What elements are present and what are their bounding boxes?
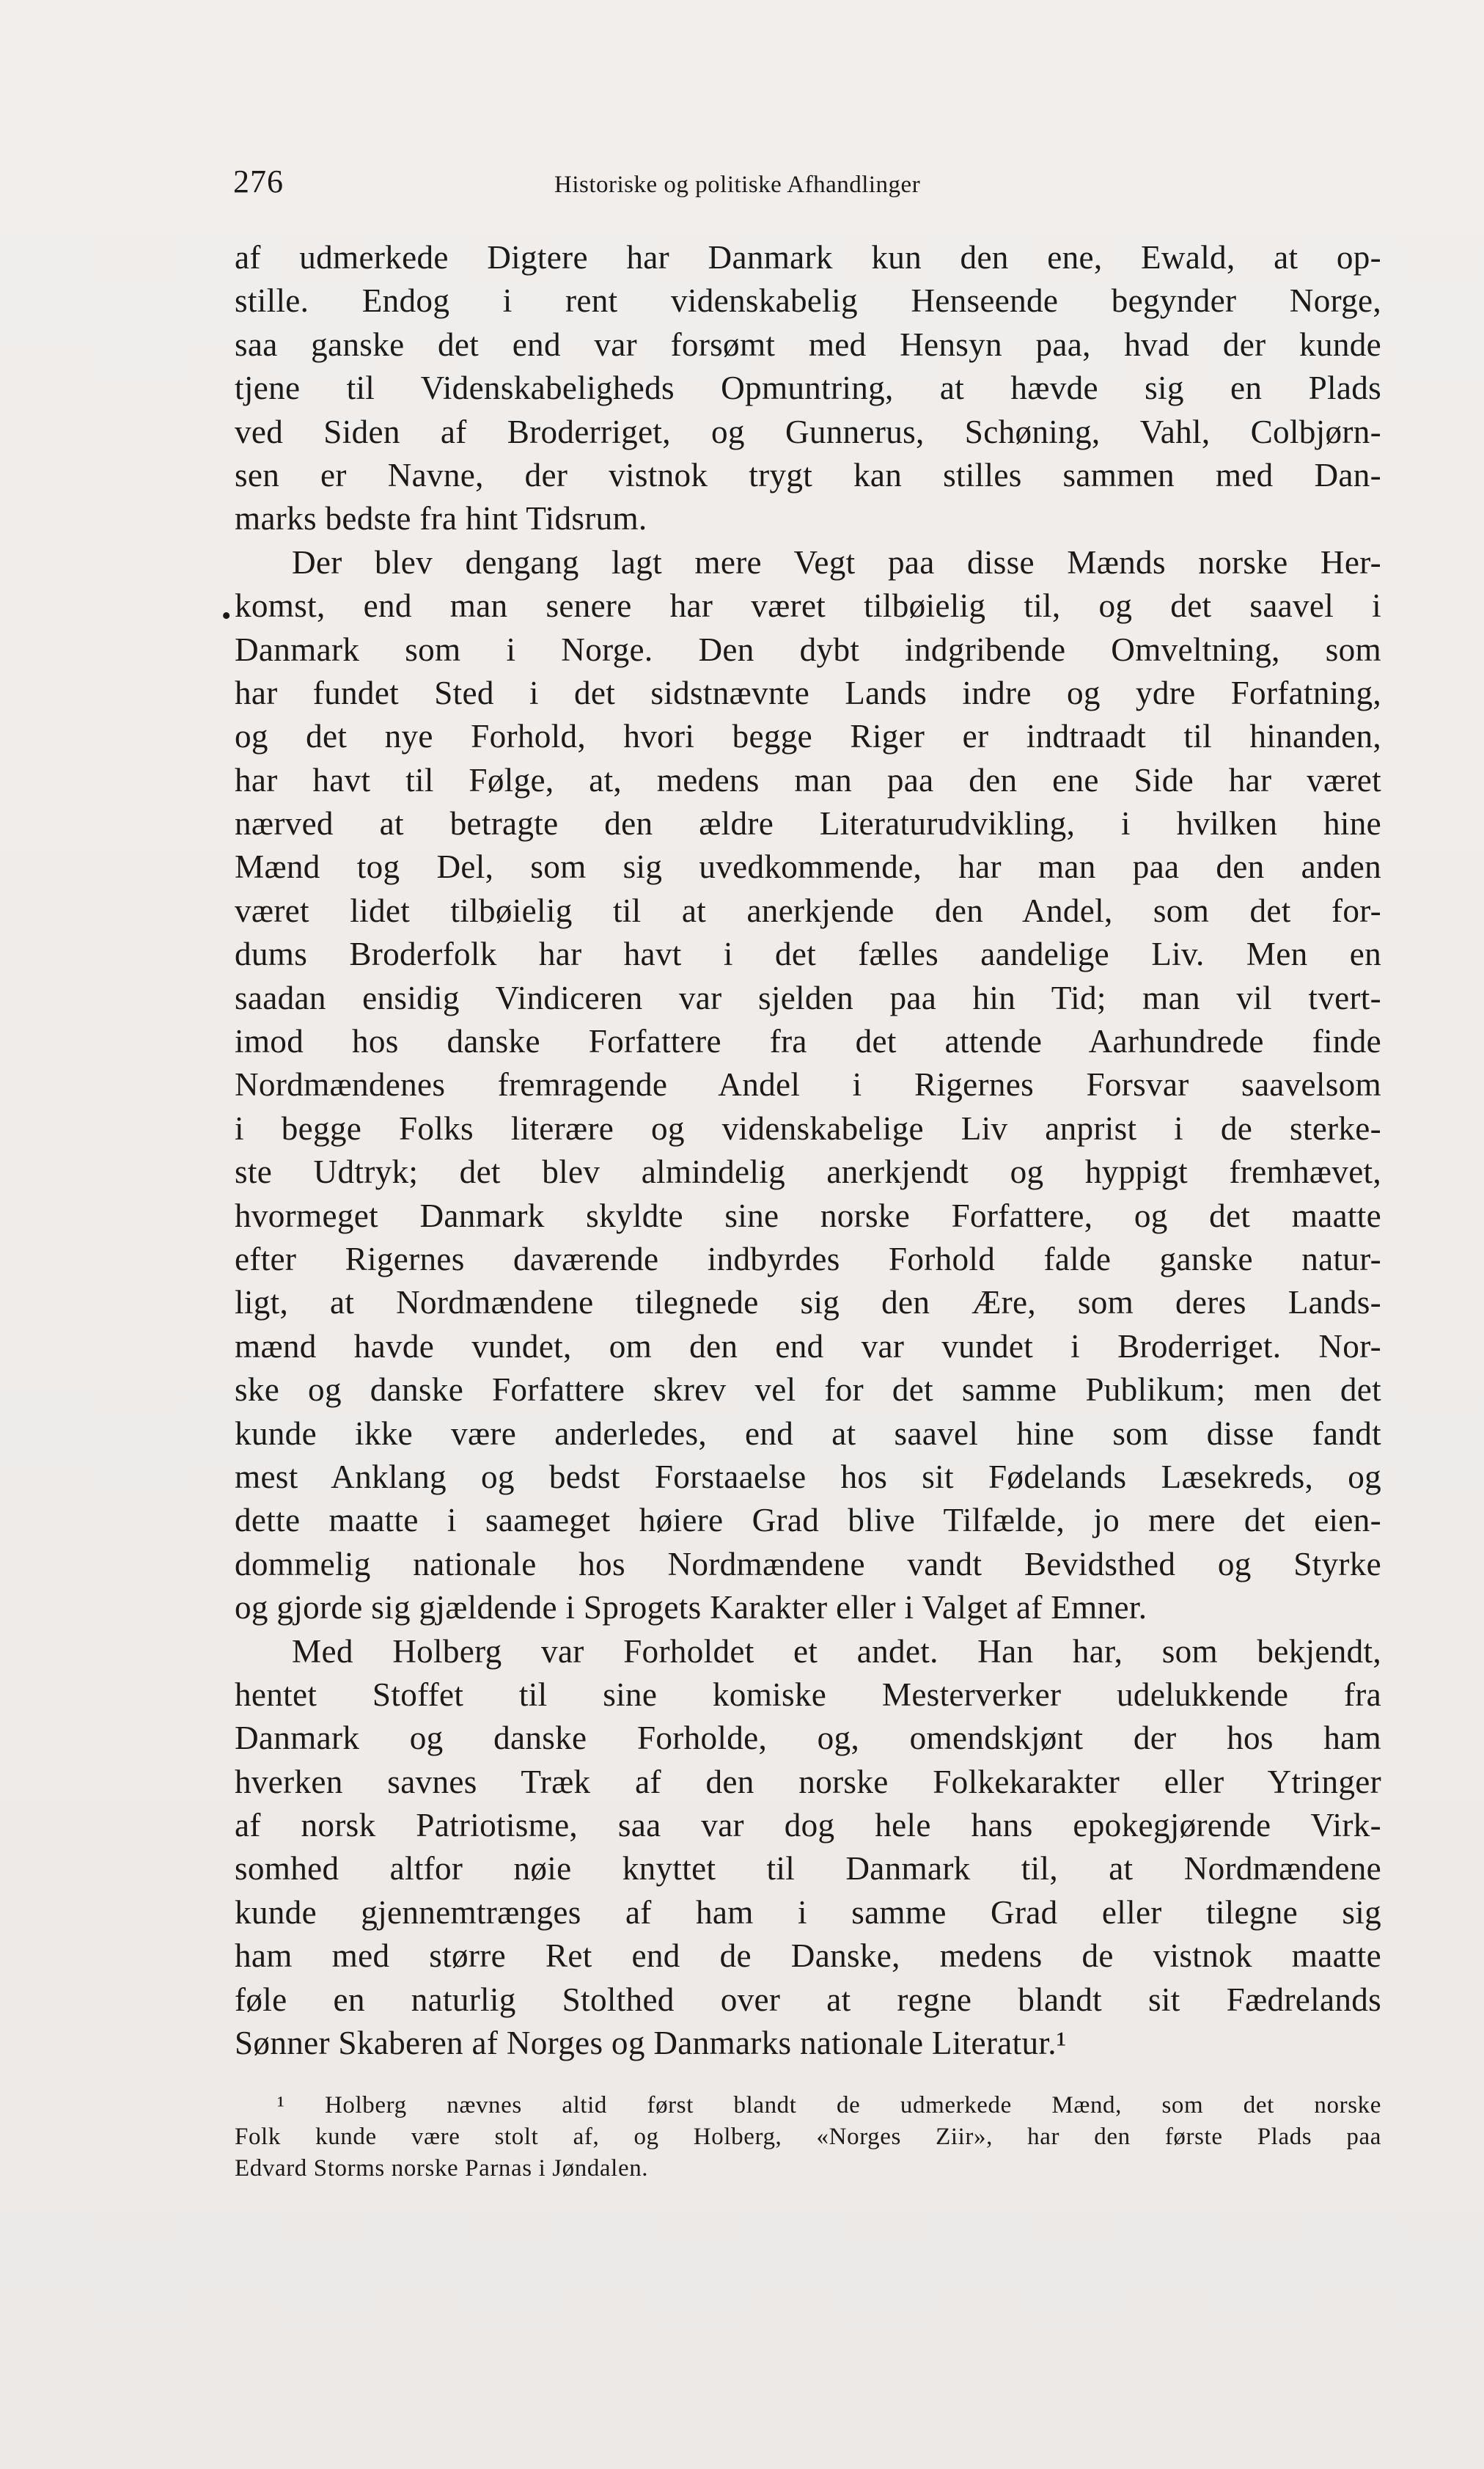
text-line: dommelig nationale hos Nordmændene vandt Bevidsthed og Styrke (235, 1545, 1381, 1582)
text-line: tjene til Videnskabeligheds Opmuntring, at hævde sig en Plads (235, 370, 1381, 407)
text-line: komst, end man senere har været tilbøielig til, og det saavel i (235, 587, 1381, 625)
text-line: af norsk Patriotisme, saa var dog hele hans epokegjørende Virk- (235, 1807, 1381, 1844)
text-line: Sønner Skaberen af Norges og Danmarks nationale Literatur.¹ (235, 2025, 1067, 2062)
text-line: Danmark som i Norge. Den dybt indgribende Omveltning, som (235, 631, 1381, 668)
text-line: Der blev dengang lagt mere Vegt paa disse Mænds norske Her- (292, 543, 1381, 581)
text-line: ved Siden af Broderriget, og Gunnerus, Schøning, Vahl, Colbjørn- (235, 413, 1381, 450)
text-line: af udmerkede Digtere har Danmark kun den ene, Ewald, at op- (235, 239, 1381, 276)
text-line: Mænd tog Del, som sig uvedkommende, har man paa den anden (235, 848, 1381, 886)
text-line: kunde ikke være anderledes, end at saavel hine som disse fandt (235, 1415, 1381, 1452)
text-line: kunde gjennemtrænges af ham i samme Grad eller tilegne sig (235, 1893, 1381, 1931)
text-line: ste Udtryk; det blev almindelig anerkjendt og hyppigt fremhævet, (235, 1153, 1381, 1191)
text-line: Nordmændenes fremragende Andel i Rigernes Forsvar saavelsom (235, 1066, 1381, 1104)
text-line: ske og danske Forfattere skrev vel for det samme Publikum; men det (235, 1371, 1381, 1409)
text-line: mænd havde vundet, om den end var vundet i Broderriget. Nor- (235, 1327, 1381, 1365)
text-line: somhed altfor nøie knyttet til Danmark til, at Nordmændene (235, 1850, 1381, 1887)
text-line: stille. Endog i rent videnskabelig Henseende begynder Norge, (235, 282, 1381, 320)
text-line: ligt, at Nordmændene tilegnede sig den Ære, som deres Lands- (235, 1284, 1381, 1321)
margin-mark: • (221, 601, 232, 631)
text-line: hvormeget Danmark skyldte sine norske Forfattere, og det maatte (235, 1197, 1381, 1234)
text-line: hverken savnes Træk af den norske Folkekarakter eller Ytringer (235, 1763, 1381, 1800)
text-line: dums Broderfolk har havt i det fælles aandelige Liv. Men en (235, 936, 1381, 973)
text-line: saa ganske det end var forsømt med Hensyn paa, hvad der kunde (235, 326, 1381, 363)
footnote-line: Edvard Storms norske Parnas i Jøndalen. (235, 2155, 649, 2182)
text-line: været lidet tilbøielig til at anerkjende den Andel, som det for- (235, 892, 1381, 929)
page-header (233, 163, 1235, 207)
text-line: dette maatte i saameget høiere Grad blive Tilfælde, jo mere det eien- (235, 1502, 1381, 1539)
footnotes (235, 2090, 1381, 2184)
text-line: ham med større Ret end de Danske, medens de vistnok maatte (235, 1937, 1381, 1975)
text-line: imod hos danske Forfattere fra det attende Aarhundrede finde (235, 1023, 1381, 1060)
text-line: i begge Folks literære og videnskabelige Liv anprist i de sterke- (235, 1109, 1381, 1147)
text-line: Med Holberg var Forholdet et andet. Han har, som bekjendt, (292, 1632, 1381, 1670)
footnote-line: Folk kunde være stolt af, og Holberg, «Norges Ziir», har den første Plads paa (235, 2124, 1381, 2150)
footnote-line: ¹ Holberg nævnes altid først blandt de udmerkede Mænd, som det norske (277, 2092, 1381, 2118)
text-line: Danmark og danske Forholde, og, omendskjønt der hos ham (235, 1720, 1381, 1757)
text-line: efter Rigernes daværende indbyrdes Forhold falde ganske natur- (235, 1240, 1381, 1277)
running-title: Historiske og politiske Afhandlinger (554, 172, 921, 198)
text-line: føle en naturlig Stolthed over at regne blandt sit Fædrelands (235, 1981, 1381, 2018)
text-line: og det nye Forhold, hvori begge Riger er indtraadt til hinanden, (235, 718, 1381, 755)
text-line: hentet Stoffet til sine komiske Mesterverker udelukkende fra (235, 1676, 1381, 1713)
page-number: 276 (233, 164, 284, 199)
body-text (235, 236, 1381, 2065)
text-line: har havt til Følge, at, medens man paa den ene Side har været (235, 761, 1381, 799)
text-line: har fundet Sted i det sidstnævnte Lands indre og ydre Forfatning, (235, 674, 1381, 711)
text-line: sen er Navne, der vistnok trygt kan stilles sammen med Dan- (235, 456, 1381, 494)
text-line: mest Anklang og bedst Forstaaelse hos sit Fødelands Læsekreds, og (235, 1458, 1381, 1495)
text-line: nærved at betragte den ældre Literaturudvikling, i hvilken hine (235, 805, 1381, 843)
text-line: marks bedste fra hint Tidsrum. (235, 500, 647, 538)
text-line: saadan ensidig Vindiceren var sjelden paa hin Tid; man vil tvert- (235, 979, 1381, 1016)
text-line: og gjorde sig gjældende i Sprogets Karakter eller i Valget af Emner. (235, 1589, 1147, 1626)
